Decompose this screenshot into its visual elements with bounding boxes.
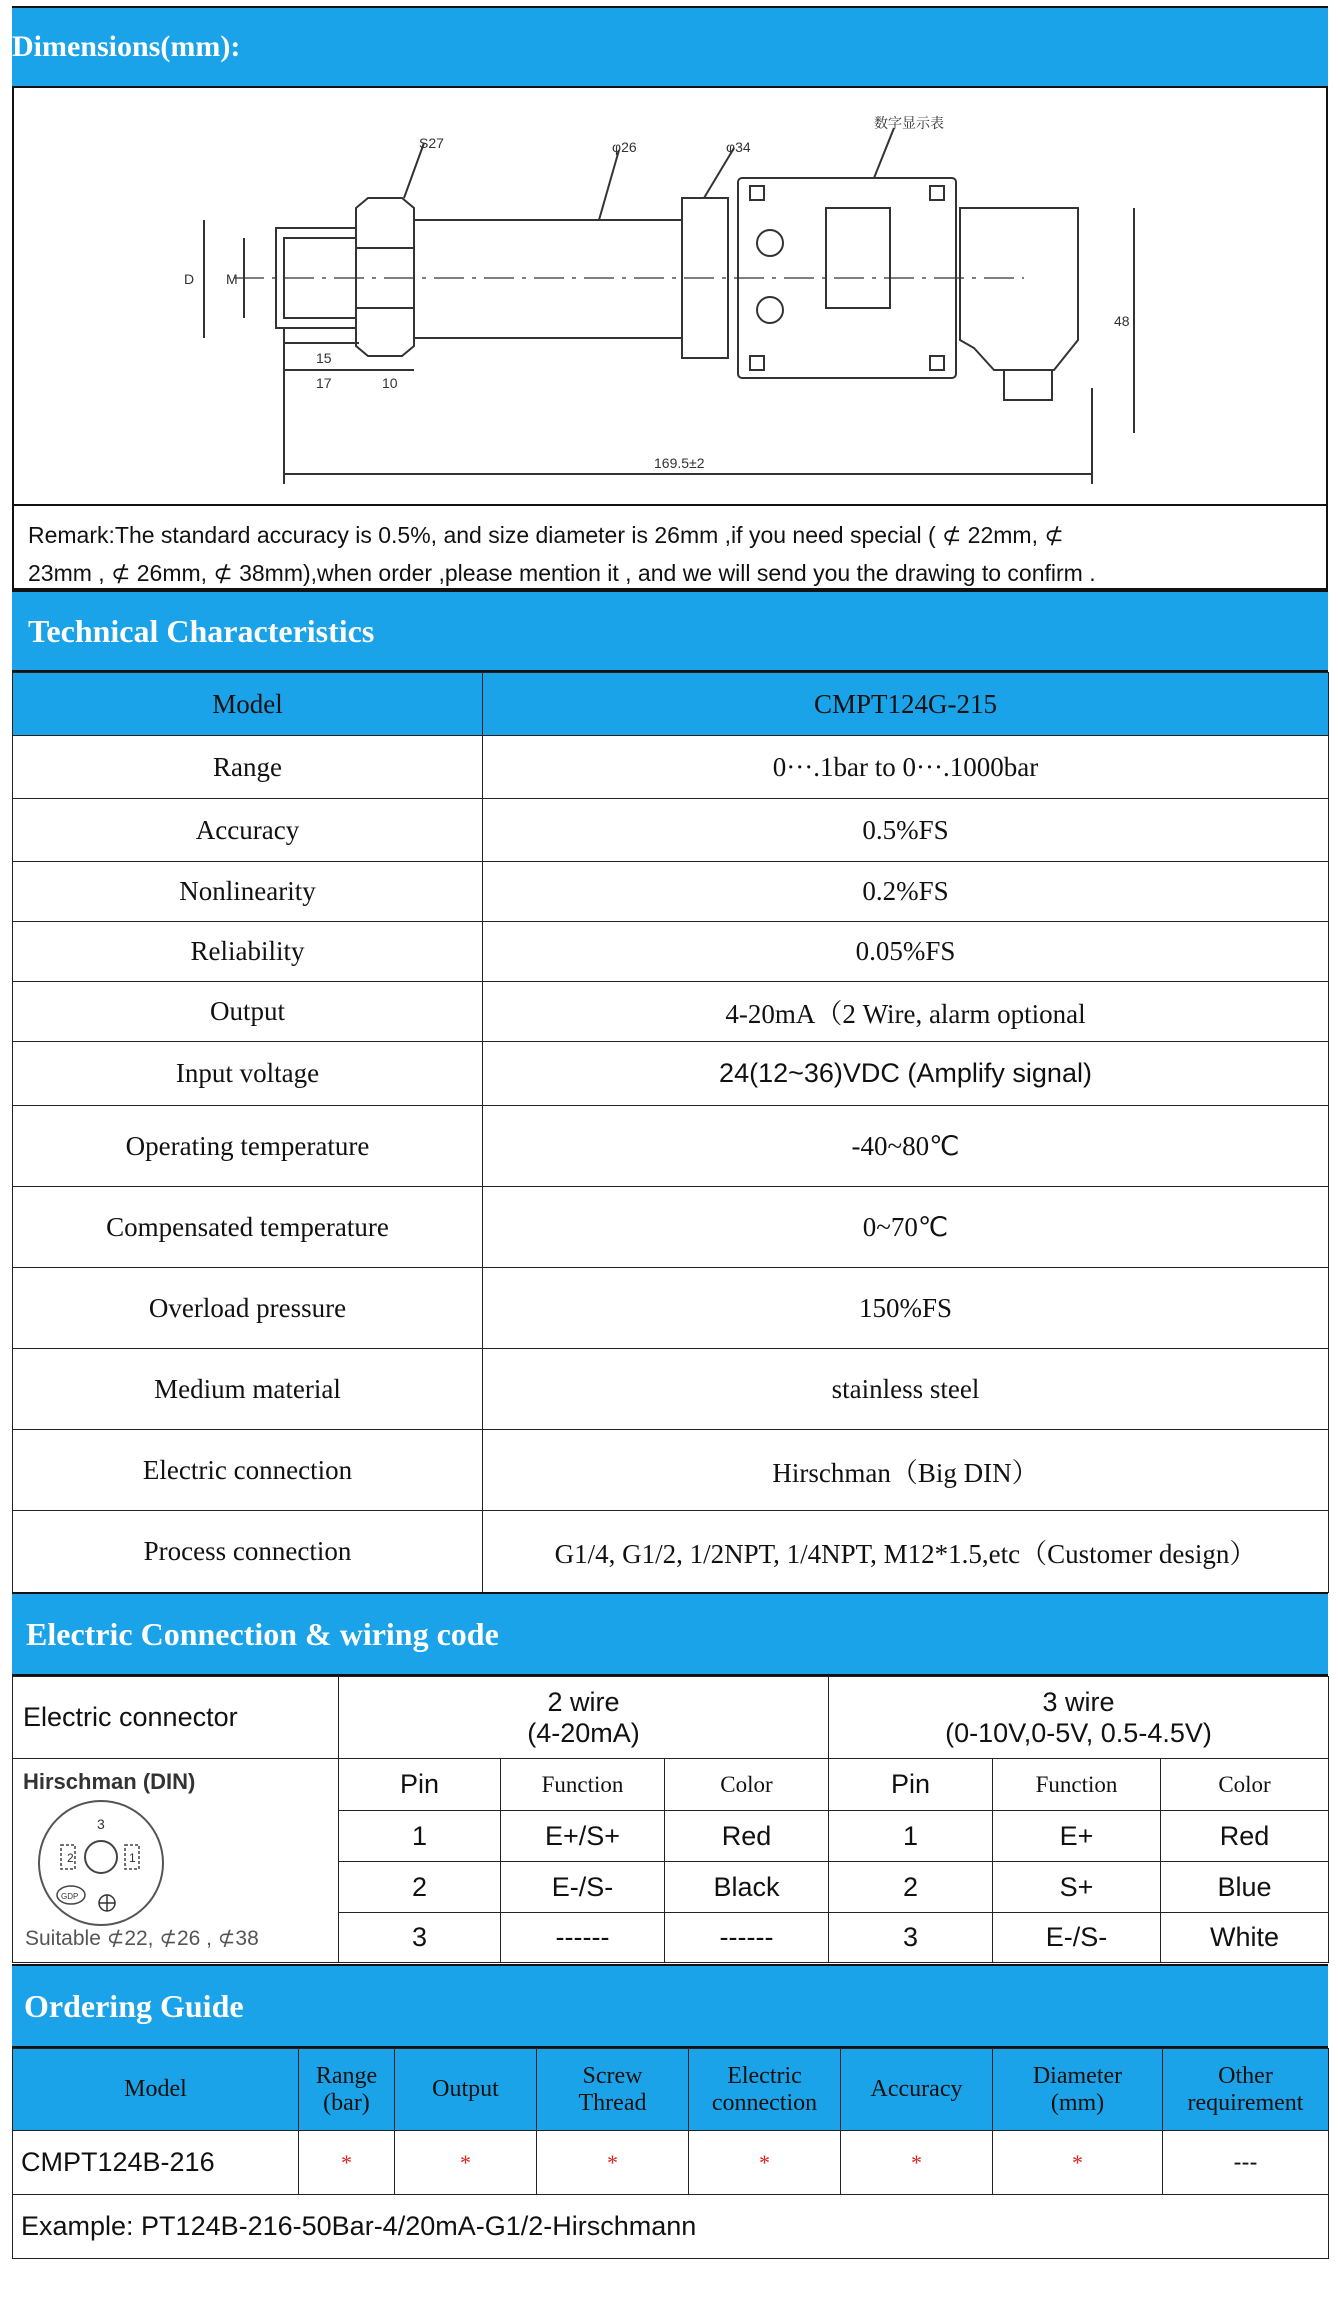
ordering-star: * (993, 2131, 1163, 2195)
wiring-header (12, 1592, 1328, 1676)
wiring-header-row (13, 1759, 1329, 1811)
tech-value: 4-20mA（2 Wire, alarm optional (483, 982, 1329, 1042)
ordering-col-line: Diameter (1032, 2062, 1123, 2089)
table-row (13, 2131, 1329, 2195)
label-17: 17 (316, 375, 332, 391)
tech-row (13, 673, 1329, 736)
tech-value: 0.2%FS (483, 862, 1329, 922)
wiring-cell: 3 (829, 1913, 993, 1963)
tech-label: Compensated temperature (13, 1187, 483, 1268)
tech-row (13, 1511, 1329, 1593)
wiring-cell: E+ (993, 1811, 1161, 1862)
wiring-cell: E-/S- (993, 1913, 1161, 1963)
ordering-star: * (841, 2131, 993, 2195)
ordering-col-range (299, 2049, 395, 2131)
wiring-cell: E-/S- (501, 1862, 665, 1913)
din-gnd-label: GDP (61, 1892, 79, 1901)
ordering-title: Ordering Guide (24, 1987, 244, 2024)
tech-label: Overload pressure (13, 1268, 483, 1349)
tech-row (13, 736, 1329, 799)
wiring-table (12, 1676, 1329, 1963)
ordering-example-row (13, 2195, 1329, 2259)
label-15: 15 (316, 350, 332, 366)
tech-label: Output (13, 982, 483, 1042)
ordering-col-line: connection (711, 2089, 818, 2116)
label-M: M (226, 271, 238, 287)
ordering-header (12, 1964, 1328, 2048)
ordering-table (12, 2048, 1329, 2259)
tech-row (13, 1430, 1329, 1511)
label-display: 数字显示表 (874, 115, 944, 131)
tech-label: Process connection (13, 1511, 483, 1593)
tech-value: 0···.1bar to 0···.1000bar (483, 736, 1329, 799)
ordering-model: CMPT124B-216 (13, 2131, 299, 2195)
tech-row (13, 1042, 1329, 1106)
ordering-col-line: Output (432, 2076, 499, 2102)
wiring-cell: Red (665, 1811, 829, 1862)
ordering-col-diameter (993, 2049, 1163, 2131)
wiring-cell: 1 (339, 1811, 501, 1862)
tech-row (13, 1187, 1329, 1268)
label-10: 10 (382, 375, 398, 391)
tech-value: 150%FS (483, 1268, 1329, 1349)
ordering-col-line: Range (315, 2062, 378, 2089)
tech-row (13, 1106, 1329, 1187)
din-pin1: 1 (129, 1851, 136, 1865)
connector-image-cell (13, 1759, 339, 1963)
ordering-col-line: (bar) (323, 2089, 370, 2116)
tech-row (13, 1349, 1329, 1430)
ordering-col-thread (537, 2049, 689, 2131)
ordering-example: Example: PT124B-216-50Bar-4/20mA-G1/2-Hirschmann (13, 2195, 1329, 2259)
wiring-title: Electric Connection & wiring code (26, 1615, 499, 1652)
tech-label: Accuracy (13, 799, 483, 862)
three-wire-header (829, 1677, 1329, 1759)
technical-header (12, 590, 1328, 672)
two-wire-header (339, 1677, 829, 1759)
din-connector-diagram (15, 1759, 335, 1963)
wiring-col-header: Function (993, 1759, 1161, 1811)
dimensions-header (12, 6, 1328, 88)
dimensions-title: Dimensions(mm): (12, 30, 241, 63)
din-pin2: 2 (67, 1851, 74, 1865)
ordering-col-line: (mm) (1050, 2089, 1105, 2116)
tech-row (13, 922, 1329, 982)
ordering-col-line: Screw (582, 2062, 643, 2089)
wiring-cell: 1 (829, 1811, 993, 1862)
tech-value: CMPT124G-215 (483, 673, 1329, 736)
ordering-header-row (13, 2049, 1329, 2131)
technical-title: Technical Characteristics (28, 612, 375, 649)
wiring-cell: ------ (501, 1913, 665, 1963)
two-wire-line2: (4-20mA) (527, 1717, 640, 1748)
label-48: 48 (1114, 313, 1130, 329)
electric-connector-label: Electric connector (13, 1677, 339, 1759)
ordering-col-line: Model (124, 2076, 187, 2102)
tech-row (13, 862, 1329, 922)
three-wire-line1: 3 wire (1042, 1686, 1115, 1717)
tech-label: Operating temperature (13, 1106, 483, 1187)
ordering-col-line: requirement (1187, 2089, 1304, 2116)
wiring-cell: 2 (339, 1862, 501, 1913)
label-total: 169.5±2 (654, 455, 705, 471)
wiring-col-header: Function (501, 1759, 665, 1811)
tech-label: Medium material (13, 1349, 483, 1430)
tech-label: Nonlinearity (13, 862, 483, 922)
ordering-star: * (689, 2131, 841, 2195)
din-suitable: Suitable ⊄22, ⊄26 , ⊄38 (25, 1927, 259, 1950)
tech-value: -40~80℃ (483, 1106, 1329, 1187)
wiring-cell: Red (1161, 1811, 1329, 1862)
dimension-drawing (14, 88, 1326, 502)
dimension-drawing-box (12, 88, 1328, 506)
wiring-col-header: Pin (829, 1759, 993, 1811)
ordering-col-line: Other (1218, 2062, 1273, 2089)
remark-box (12, 506, 1328, 590)
ordering-col-accuracy (841, 2049, 993, 2131)
din-pin3: 3 (97, 1816, 105, 1832)
tech-value: G1/4, G1/2, 1/2NPT, 1/4NPT, M12*1.5,etc（Customer design） (483, 1511, 1329, 1593)
wiring-col-header: Pin (339, 1759, 501, 1811)
ordering-col-line: Accuracy (870, 2076, 963, 2102)
tech-value: 0~70℃ (483, 1187, 1329, 1268)
wiring-cell: Blue (1161, 1862, 1329, 1913)
two-wire-line1: 2 wire (547, 1686, 620, 1717)
ordering-col-line: Thread (578, 2089, 647, 2116)
wiring-col-header: Color (665, 1759, 829, 1811)
tech-label: Range (13, 736, 483, 799)
remark-line-2: 23mm , ⊄ 26mm, ⊄ 38mm),when order ,please mention it , and we will send you the drawing to confirm . (28, 560, 1096, 586)
ordering-col-other (1163, 2049, 1329, 2131)
wiring-cell: S+ (993, 1862, 1161, 1913)
wiring-cell: E+/S+ (501, 1811, 665, 1862)
ordering-star: * (299, 2131, 395, 2195)
three-wire-line2: (0-10V,0-5V, 0.5-4.5V) (945, 1717, 1212, 1748)
tech-value: Hirschman（Big DIN） (483, 1430, 1329, 1511)
tech-row (13, 982, 1329, 1042)
ordering-star: * (537, 2131, 689, 2195)
ordering-other: --- (1163, 2131, 1329, 2195)
label-s27: S27 (419, 135, 444, 151)
label-d26: φ26 (612, 139, 637, 155)
ordering-col-model (13, 2049, 299, 2131)
tech-row (13, 1268, 1329, 1349)
ordering-col-line: Electric (727, 2062, 802, 2089)
wiring-cell: 2 (829, 1862, 993, 1913)
tech-label: Input voltage (13, 1042, 483, 1106)
tech-row (13, 799, 1329, 862)
wiring-group-row (13, 1677, 1329, 1759)
tech-label: Electric connection (13, 1430, 483, 1511)
wiring-cell: 3 (339, 1913, 501, 1963)
tech-label: Reliability (13, 922, 483, 982)
wiring-col-header: Color (1161, 1759, 1329, 1811)
ordering-col-output (395, 2049, 537, 2131)
ordering-col-electric (689, 2049, 841, 2131)
technical-table (12, 672, 1329, 1593)
label-D: D (184, 271, 195, 287)
remark-line-1: Remark:The standard accuracy is 0.5%, and size diameter is 26mm ,if you need special ( ⊄ 22mm, ⊄ (28, 522, 1064, 548)
tech-label: Model (13, 673, 483, 736)
wiring-cell: White (1161, 1913, 1329, 1963)
tech-value: 0.05%FS (483, 922, 1329, 982)
wiring-cell: Black (665, 1862, 829, 1913)
tech-value: stainless steel (483, 1349, 1329, 1430)
label-d34: φ34 (726, 139, 751, 155)
tech-value: 24(12~36)VDC (Amplify signal) (483, 1042, 1329, 1106)
tech-value: 0.5%FS (483, 799, 1329, 862)
ordering-star: * (395, 2131, 537, 2195)
wiring-cell: ------ (665, 1913, 829, 1963)
din-title: Hirschman (DIN) (23, 1769, 196, 1794)
